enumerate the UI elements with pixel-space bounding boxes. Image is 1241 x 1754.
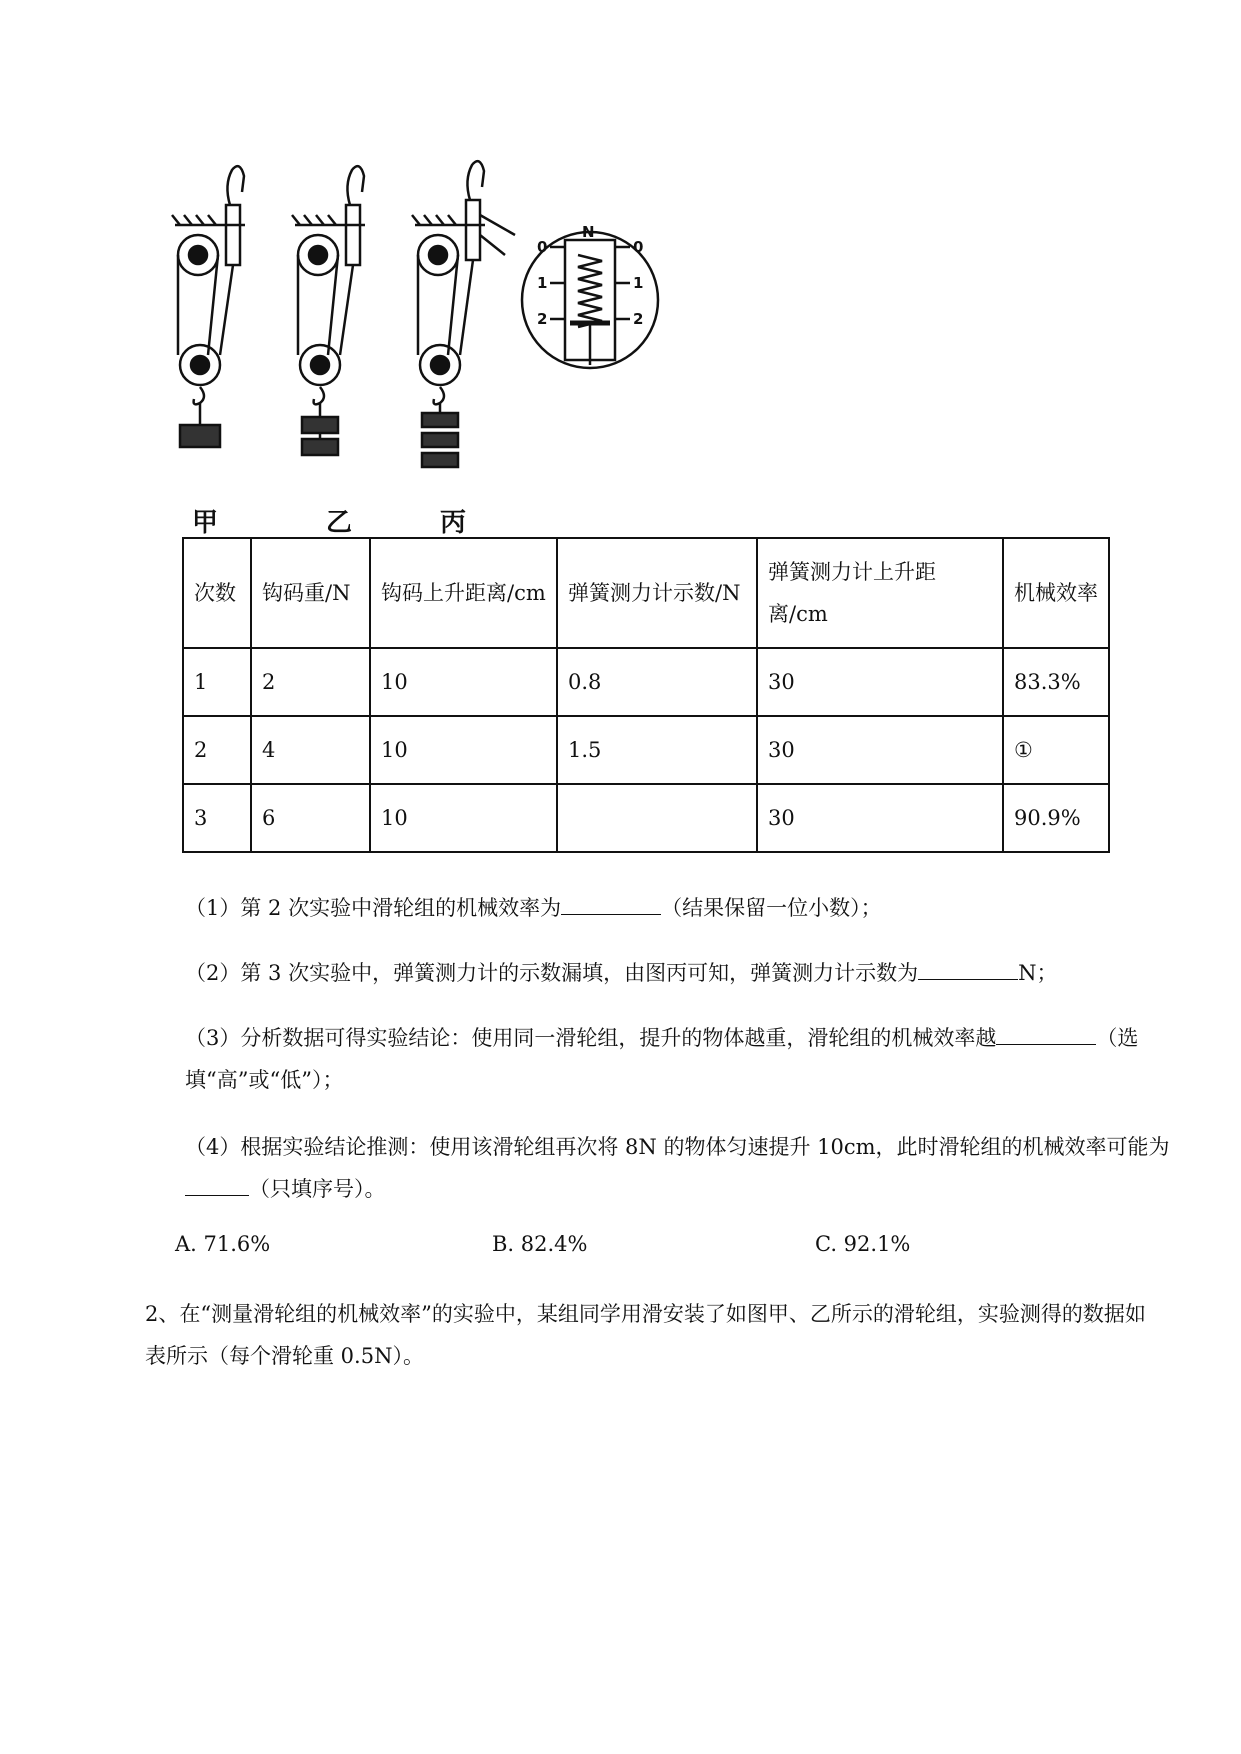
table-cell: 0.8 [557, 648, 757, 716]
table-row [183, 784, 1109, 852]
question-4-note: （只填序号）。 [249, 1177, 386, 1201]
option-b[interactable]: B. 82.4% [492, 1232, 588, 1256]
question-2-text: （2）第 3 次实验中，弹簧测力计的示数漏填，由图丙可知，弹簧测力计示数为 [185, 961, 919, 985]
pulley-figure [170, 155, 670, 535]
pulley-setup-yi [292, 166, 365, 455]
table-cell: 83.3% [1003, 648, 1109, 716]
table-cell: 1 [183, 648, 251, 716]
question-4-text: （4）根据实验结论推测：使用该滑轮组再次将 8N 的物体匀速提升 10cm，此时滑轮组的机械效率可能为 [185, 1135, 1170, 1159]
scale-unit-label: N [582, 223, 595, 241]
table-cell [557, 784, 757, 852]
question-2 [145, 952, 1190, 994]
table-cell: 2 [183, 716, 251, 784]
question-3 [145, 1017, 1190, 1101]
table-cell: 6 [251, 784, 370, 852]
question-4 [145, 1126, 1190, 1210]
scale-tick-right-1: 1 [633, 274, 644, 292]
answer-blank-2[interactable] [918, 953, 1018, 980]
problem-2-text: 2、在“测量滑轮组的机械效率”的实验中，某组同学用滑安装了如图甲、乙所示的滑轮组，实验测得的数据如表所示（每个滑轮重 0.5N）。 [145, 1302, 1146, 1368]
table-cell: 10 [370, 784, 557, 852]
table-cell: 10 [370, 716, 557, 784]
question-1-note: （结果保留一位小数）； [661, 896, 882, 920]
option-c[interactable]: C. 92.1% [815, 1232, 911, 1256]
table-cell: 10 [370, 648, 557, 716]
figure-label-bing: 丙 [440, 508, 467, 538]
scale-tick-left-0: 0 [537, 238, 548, 256]
question-1-text: （1）第 2 次实验中滑轮组的机械效率为 [185, 896, 562, 920]
table-cell: 30 [757, 648, 1003, 716]
table-row [183, 648, 1109, 716]
table-cell: 1.5 [557, 716, 757, 784]
table-header-cell: 钩码上升距离/cm [370, 538, 557, 648]
question-3-note: （选填“高”或“低”）； [185, 1026, 1139, 1092]
table-cell: 30 [757, 784, 1003, 852]
table-cell: 3 [183, 784, 251, 852]
option-a[interactable]: A. 71.6% [175, 1232, 271, 1256]
answer-blank-4[interactable] [185, 1169, 249, 1196]
table-header-cell: 弹簧测力计示数/N [557, 538, 757, 648]
table-cell: ① [1003, 716, 1109, 784]
figure-label-jia: 甲 [192, 508, 219, 538]
table-row [183, 716, 1109, 784]
table-header-cell: 弹簧测力计上升距离/cm [757, 538, 1003, 648]
table-cell: 4 [251, 716, 370, 784]
table-cell: 2 [251, 648, 370, 716]
question-1 [145, 887, 1190, 929]
table-header-cell: 钩码重/N [251, 538, 370, 648]
question-2-unit: N； [1018, 961, 1058, 985]
table-cell: 30 [757, 716, 1003, 784]
experiment-data-table [182, 537, 1110, 853]
table-header-row [183, 538, 1109, 648]
answer-blank-3[interactable] [996, 1018, 1096, 1045]
figure-label-yi: 乙 [326, 508, 353, 538]
scale-tick-left-2: 2 [537, 310, 548, 328]
question-3-text: （3）分析数据可得实验结论：使用同一滑轮组，提升的物体越重，滑轮组的机械效率越 [185, 1026, 997, 1050]
table-cell: 90.9% [1003, 784, 1109, 852]
answer-blank-1[interactable] [561, 888, 661, 915]
pulley-setup-bing [412, 161, 515, 467]
table-header-cell: 次数 [183, 538, 251, 648]
table-header-cell: 机械效率 [1003, 538, 1109, 648]
pulley-setup-jia [172, 166, 245, 447]
scale-tick-left-1: 1 [537, 274, 548, 292]
scale-tick-right-0: 0 [633, 238, 644, 256]
scale-tick-right-2: 2 [633, 310, 644, 328]
